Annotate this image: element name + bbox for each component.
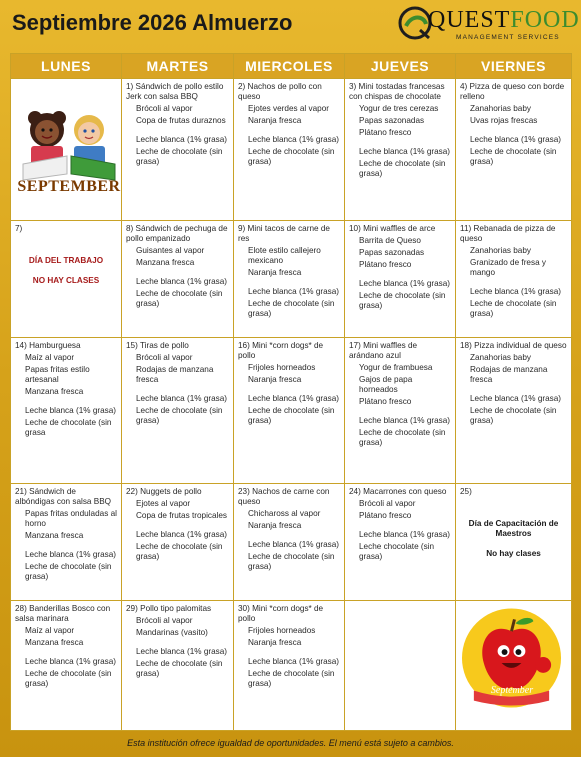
day-cell-content <box>456 601 571 730</box>
day-cell <box>345 483 456 600</box>
entree-item: 23) Nachos de carne con queso <box>238 486 330 506</box>
day-header: JUEVES <box>345 54 456 79</box>
menu-item: Yogur de frambuesa <box>359 363 433 373</box>
spacer <box>15 650 117 657</box>
day-cell-content <box>345 601 455 730</box>
menu-item: Leche blanca (1% grasa) <box>248 394 340 404</box>
menu-item: Naranja fresca <box>248 637 302 647</box>
entree-item: 28) Banderillas Bosco con salsa marinara <box>15 603 111 623</box>
week-row <box>11 483 572 600</box>
september-banner: SEPTEMBER <box>17 178 121 195</box>
menu-item: Leche blanca (1% grasa) <box>248 287 340 297</box>
day-cell <box>122 221 234 338</box>
day-cell <box>345 338 456 483</box>
menu-item: Zanahorias baby <box>470 246 531 256</box>
menu-item: Granizado de fresa y mango <box>470 258 547 278</box>
logo-subtitle: MANAGEMENT SERVICES <box>456 34 560 41</box>
entree-item: 24) Macarrones con queso <box>349 486 447 496</box>
menu-item: Leche de chocolate (sin grasa) <box>470 147 557 166</box>
week-row <box>11 338 572 483</box>
entree-item: 15) Tiras de pollo <box>126 341 189 351</box>
entree-item: 17) Mini waffles de arándano azul <box>349 341 418 361</box>
day-cell <box>345 600 456 730</box>
menu-item: Naranja fresca <box>248 268 302 278</box>
spacer <box>126 523 229 530</box>
menu-item: Brócoli al vapor <box>136 615 193 625</box>
menu-item: Leche de chocolate (sin grasa) <box>136 658 223 678</box>
menu-item: Brócoli al vapor <box>136 353 193 363</box>
day-cell-content <box>11 484 121 600</box>
menu-item: Frijoles horneados <box>248 363 316 373</box>
menu-item: Papas sazonadas <box>359 116 425 125</box>
spacer <box>349 140 451 147</box>
day-cell-content <box>122 79 233 220</box>
menu-item: Leche de chocolate (sin grasa) <box>248 147 335 166</box>
day-cell-content <box>122 221 233 337</box>
day-cell <box>456 79 572 221</box>
spacer <box>238 650 340 657</box>
day-header: VIERNES <box>456 54 572 79</box>
day-header: MARTES <box>122 54 234 79</box>
entree-item: 21) Sándwich de albóndigas con salsa BBQ <box>15 486 112 506</box>
menu-calendar <box>10 53 572 731</box>
menu-item: Manzana fresca <box>25 637 84 647</box>
entree-item: 4) Pizza de queso con borde relleno <box>460 82 565 101</box>
menu-item: Rodajas de manzana fresca <box>136 365 214 385</box>
menu-item: Zanahorias baby <box>470 353 531 363</box>
menu-item: Chichaross al vapor <box>248 508 321 518</box>
menu-item: Yogur de tres cerezas <box>359 104 439 113</box>
menu-item: Leche chocolate (sin grasa) <box>359 541 435 561</box>
spacer <box>126 387 229 394</box>
day-cell-content <box>122 338 233 482</box>
menu-item: Leche blanca (1% grasa) <box>470 287 562 297</box>
day-cell <box>456 483 572 600</box>
day-cell-content <box>11 79 121 220</box>
logo-wordmark <box>428 7 580 34</box>
day-header: LUNES <box>11 54 122 79</box>
day-cell-content <box>234 79 344 220</box>
entree-item: 10) Mini waffles de arce <box>349 224 436 234</box>
menu-item: Leche de chocolate (sin grasa <box>25 418 112 438</box>
spacer <box>238 128 340 135</box>
menu-item: Leche blanca (1% grasa) <box>248 135 340 144</box>
menu-item: Leche blanca (1% grasa) <box>25 549 117 559</box>
spacer <box>460 387 567 394</box>
menu-item: Leche blanca (1% grasa) <box>136 277 228 287</box>
menu-item: Manzana fresca <box>25 530 84 540</box>
day-cell <box>11 483 122 600</box>
menu-item: Mandarinas (vasito) <box>136 627 208 637</box>
day-cell-content <box>345 338 455 482</box>
page-title: Septiembre 2026 Almuerzo <box>12 10 293 35</box>
day-cell-content <box>345 79 455 220</box>
quest-food-logo <box>398 4 580 46</box>
spacer <box>238 280 340 287</box>
menu-item: Leche blanca (1% grasa) <box>25 406 117 416</box>
menu-item: Plátano fresco <box>359 397 412 407</box>
menu-item: Leche blanca (1% grasa) <box>248 656 340 666</box>
menu-item: Zanahorias baby <box>470 104 531 113</box>
menu-item: Leche de chocolate (sin grasa) <box>470 406 557 426</box>
day-cell <box>345 79 456 221</box>
menu-item: Leche de chocolate (sin grasa) <box>248 668 335 688</box>
day-cell <box>234 600 345 730</box>
menu-item: Plátano fresco <box>359 128 412 137</box>
entree-item: 11) Rebanada de pizza de queso <box>460 224 556 244</box>
menu-item: Plátano fresco <box>359 260 412 270</box>
menu-item: Leche de chocolate (sin grasa) <box>359 428 446 448</box>
day-cell-content <box>234 338 344 482</box>
week-row <box>11 79 572 221</box>
footer-disclaimer: Esta institución ofrece igualdad de oportunidades. El menú está sujeto a cambios. <box>127 738 454 748</box>
menu-item: Maíz al vapor <box>25 625 75 635</box>
spacer <box>126 640 229 647</box>
menu-item: Leche blanca (1% grasa) <box>136 529 228 539</box>
entree-item: 16) Mini *corn dogs* de pollo <box>238 341 324 361</box>
day-cell <box>11 338 122 483</box>
day-number: 25) <box>460 486 472 496</box>
day-cell <box>122 483 234 600</box>
menu-item: Leche de chocolate (sin grasa) <box>136 406 223 426</box>
entree-item: 2) Nachos de pollo con queso <box>238 82 322 101</box>
menu-item: Leche de chocolate (sin grasa) <box>248 299 335 319</box>
september-apple-banner: September <box>490 684 534 696</box>
menu-item: Manzana fresca <box>136 258 195 268</box>
menu-item: Manzana fresca <box>25 387 84 397</box>
day-cell <box>234 221 345 338</box>
menu-item: Rodajas de manzana fresca <box>470 365 548 385</box>
menu-item: Copa de frutas tropicales <box>136 510 228 520</box>
day-cell-content <box>122 484 233 600</box>
logo-swirl-icon <box>398 6 432 40</box>
menu-item: Leche blanca (1% grasa) <box>359 279 451 289</box>
menu-item: Leche blanca (1% grasa) <box>136 135 228 144</box>
menu-item: Ejotes al vapor <box>136 498 191 508</box>
menu-item: Leche de chocolate (sin grasa) <box>25 668 112 688</box>
holiday-title: DÍA DEL TRABAJO <box>28 256 104 266</box>
spacer <box>349 523 451 530</box>
day-cell <box>345 221 456 338</box>
day-cell-content <box>234 484 344 600</box>
day-cell <box>122 79 234 221</box>
menu-item: Guisantes al vapor <box>136 246 205 256</box>
day-cell <box>122 600 234 730</box>
day-cell-content <box>11 601 121 730</box>
week-row <box>11 600 572 730</box>
day-cell <box>234 483 345 600</box>
menu-item: Leche blanca (1% grasa) <box>136 646 228 656</box>
menu-item: Papas fritas onduladas al horno <box>25 508 117 528</box>
menu-item: Leche de chocolate (sin grasa) <box>25 561 112 581</box>
day-cell <box>456 600 572 730</box>
entree-item: 14) Hamburguesa <box>15 341 81 351</box>
day-cell-content <box>456 338 571 482</box>
day-cell-content <box>234 601 344 730</box>
day-cell <box>456 221 572 338</box>
day-cell <box>11 79 122 221</box>
menu-item: Gajos de papa horneados <box>359 375 413 395</box>
entree-item: 1) Sándwich de pollo estilo Jerk con salsa BBQ <box>126 82 224 101</box>
menu-item: Copa de frutas duraznos <box>136 116 226 125</box>
menu-item: Papas sazonadas <box>359 248 425 258</box>
day-cell-content <box>11 338 121 482</box>
logo-food-text: FOOD <box>510 7 580 33</box>
menu-item: Naranja fresca <box>248 520 302 530</box>
menu-item: Leche blanca (1% grasa) <box>248 539 340 549</box>
menu-item: Naranja fresca <box>248 116 302 125</box>
spacer <box>349 272 451 279</box>
logo-quest-text: QUEST <box>428 7 511 33</box>
menu-item: Plátano fresco <box>359 510 412 520</box>
day-cell <box>11 221 122 338</box>
entree-item: 22) Nuggets de pollo <box>126 486 202 496</box>
menu-item: Barrita de Queso <box>359 236 421 246</box>
day-cell <box>234 79 345 221</box>
menu-item: Leche blanca (1% grasa) <box>359 416 451 426</box>
menu-item: Leche blanca (1% grasa) <box>359 147 451 156</box>
menu-item: Leche blanca (1% grasa) <box>25 656 117 666</box>
menu-item: Papas fritas estilo artesanal <box>25 365 90 385</box>
menu-item: Brócoli al vapor <box>136 104 193 113</box>
day-cell-content <box>456 484 571 600</box>
entree-item: 8) Sándwich de pechuga de pollo empanizado <box>126 224 228 244</box>
day-cell <box>234 338 345 483</box>
day-cell-content <box>456 221 571 337</box>
menu-item: Leche de chocolate (sin grasa) <box>248 406 335 426</box>
entree-item: 18) Pizza individual de queso <box>460 341 567 351</box>
menu-item: Brócoli al vapor <box>359 498 416 508</box>
week-row <box>11 221 572 338</box>
menu-item: Maíz al vapor <box>25 353 75 363</box>
weekday-header-row <box>11 54 572 79</box>
holiday-title: Día de Capacitación de Maestros <box>468 518 559 538</box>
entree-item: 9) Mini tacos de carne de res <box>238 224 330 244</box>
spacer <box>126 128 229 135</box>
menu-item: Leche de chocolate (sin grasa) <box>136 541 223 561</box>
menu-item: Uvas rojas frescas <box>470 116 538 125</box>
menu-item: Leche de chocolate (sin grasa) <box>470 299 557 319</box>
menu-item: Leche de chocolate (sin grasa) <box>359 159 446 178</box>
holiday-note: No hay clases <box>486 548 541 558</box>
spacer <box>460 280 567 287</box>
spacer <box>349 409 451 416</box>
day-cell <box>122 338 234 483</box>
day-cell-content <box>11 221 121 337</box>
day-cell-content <box>345 484 455 600</box>
day-cell-content <box>234 221 344 337</box>
menu-item: Leche blanca (1% grasa) <box>470 135 562 144</box>
menu-item: Leche de chocolate (sin grasa) <box>136 289 223 309</box>
menu-item: Leche de chocolate (sin grasa) <box>359 291 446 311</box>
day-header: MIERCOLES <box>234 54 345 79</box>
entree-item: 30) Mini *corn dogs* de pollo <box>238 603 324 623</box>
menu-item: Leche blanca (1% grasa) <box>470 394 562 404</box>
menu-item: Leche blanca (1% grasa) <box>136 394 228 404</box>
spacer <box>15 399 117 406</box>
menu-item: Ejotes verdes al vapor <box>248 104 330 113</box>
menu-item: Leche blanca (1% grasa) <box>359 529 451 539</box>
day-cell-content <box>456 79 571 220</box>
spacer <box>238 533 340 540</box>
spacer <box>238 387 340 394</box>
day-number: 7) <box>15 224 23 234</box>
entree-item: 3) Mini tostadas francesas con chispas de chocolate <box>349 82 445 101</box>
spacer <box>460 128 567 135</box>
day-cell <box>11 600 122 730</box>
day-cell-content <box>345 221 455 337</box>
spacer <box>126 270 229 277</box>
holiday-note: NO HAY CLASES <box>32 276 100 286</box>
menu-item: Naranja fresca <box>248 375 302 385</box>
menu-item: Leche de chocolate (sin grasa) <box>248 551 335 571</box>
day-cell <box>456 338 572 483</box>
menu-item: Elote estilo callejero mexicano <box>248 246 321 266</box>
spacer <box>15 543 117 550</box>
entree-item: 29) Pollo tipo palomitas <box>126 603 212 613</box>
day-cell-content <box>122 601 233 730</box>
menu-item: Frijoles horneados <box>248 625 316 635</box>
menu-item: Leche de chocolate (sin grasa) <box>136 147 223 166</box>
